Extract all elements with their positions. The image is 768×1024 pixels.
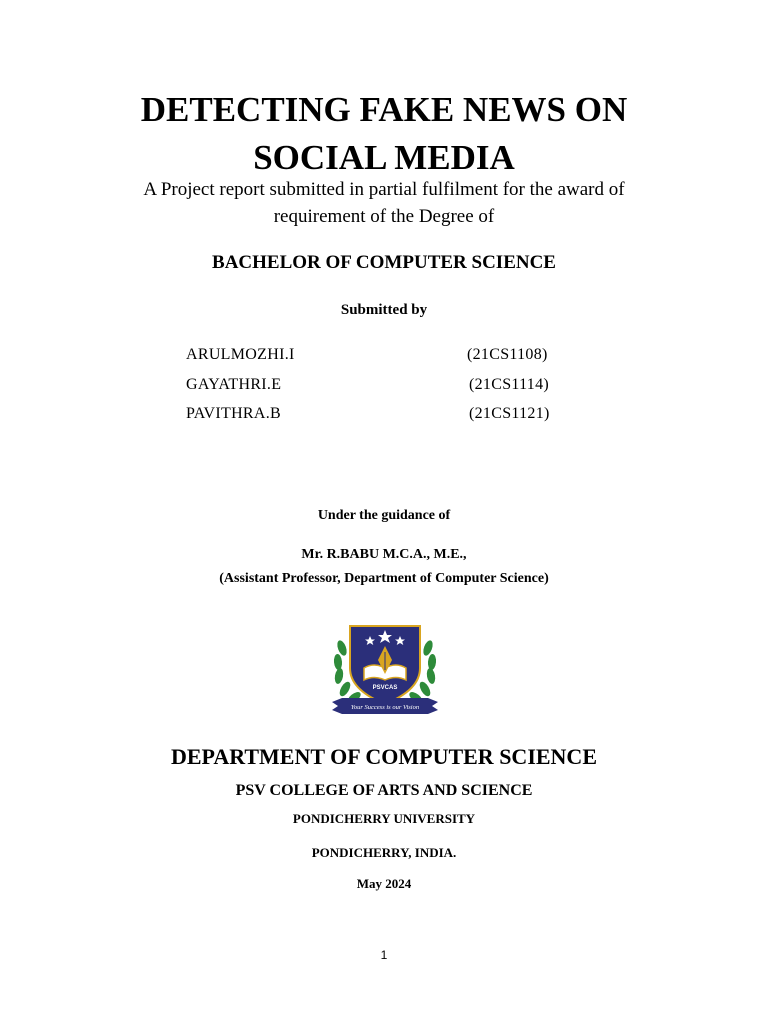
student-row xyxy=(186,346,586,368)
page-number: 1 xyxy=(380,948,388,962)
report-subtitle xyxy=(100,176,668,230)
student-name: GAYATHRI.E xyxy=(186,376,282,393)
student-id: (21CS1114) xyxy=(469,376,550,393)
department-name: DEPARTMENT OF COMPUTER SCIENCE xyxy=(170,744,597,769)
guide-name: Mr. R.BABU M.C.A., M.E., xyxy=(301,547,467,562)
report-title-line-1: DETECTING FAKE NEWS ON xyxy=(140,90,628,129)
student-name: PAVITHRA.B xyxy=(186,405,282,422)
college-name: PSV COLLEGE OF ARTS AND SCIENCE xyxy=(235,782,533,799)
student-row xyxy=(186,405,586,427)
report-subtitle-line-1: A Project report submitted in partial fulfilment for the award of xyxy=(143,179,625,200)
guidance-label: Under the guidance of xyxy=(317,508,451,523)
report-title xyxy=(0,86,768,182)
guide-role: (Assistant Professor, Department of Computer Science) xyxy=(219,571,549,586)
student-id: (21CS1108) xyxy=(467,346,548,363)
report-subtitle-line-2: requirement of the Degree of xyxy=(273,206,495,227)
student-name: ARULMOZHI.I xyxy=(186,346,295,363)
student-row xyxy=(186,376,586,398)
logo-motto: Your Success is our Vision xyxy=(350,704,420,711)
university-name: PONDICHERRY UNIVERSITY xyxy=(292,811,476,826)
degree-name: BACHELOR OF COMPUTER SCIENCE xyxy=(212,252,556,273)
location: PONDICHERRY, INDIA. xyxy=(311,845,457,860)
college-logo xyxy=(328,618,442,722)
report-title-line-2: SOCIAL MEDIA xyxy=(253,138,515,177)
logo-text: PSVCAS xyxy=(372,685,398,691)
college-logo-emblem-icon xyxy=(328,618,442,722)
submission-date: May 2024 xyxy=(356,876,412,891)
submitted-by-label: Submitted by xyxy=(340,302,428,318)
student-id: (21CS1121) xyxy=(469,405,550,422)
